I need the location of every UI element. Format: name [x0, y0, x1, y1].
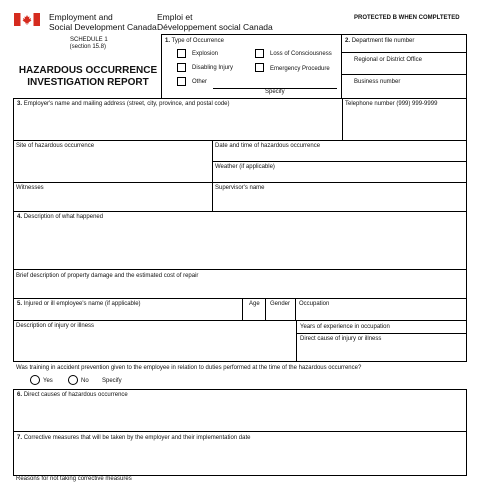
occupation-label: Occupation — [299, 301, 330, 307]
training-question: Was training in accident prevention given to the employee in relation to duties performed at the time of the hazardous occurrence? — [16, 365, 362, 371]
dept-name-en-line1: Employment and — [49, 12, 113, 22]
direct-causes-text: Direct causes of hazardous occurrence — [23, 392, 128, 398]
witnesses-label: Witnesses — [16, 185, 44, 191]
section-4-number: 4. — [17, 214, 23, 220]
dept-name-fr-line1: Emploi et — [157, 12, 193, 22]
site-label: Site of hazardous occurrence — [16, 143, 95, 149]
training-yes-radio[interactable] — [30, 375, 40, 385]
department-file-label — [345, 38, 414, 45]
schedule-line: SCHEDULE 1 — [70, 37, 108, 43]
section-7-number: 7. — [17, 435, 23, 441]
disabling-injury-checkbox[interactable] — [177, 63, 186, 72]
experience-label: Years of experience in occupation — [300, 324, 390, 330]
section-3-number: 3. — [17, 101, 23, 107]
other-checkbox[interactable] — [177, 77, 186, 86]
description-label — [17, 214, 103, 221]
dept-name-en-line2: Social Development Canada — [49, 22, 157, 32]
damage-label: Brief description of property damage and the estimated cost of repair — [16, 273, 199, 279]
disabling-injury-label: Disabling Injury — [192, 65, 234, 71]
occurrence-specify-label: Specify — [265, 89, 285, 95]
injured-name-text: Injured or ill employee's name (if applicable) — [23, 301, 141, 307]
description-text: Description of what happened — [23, 214, 104, 220]
corrective-measures-text: Corrective measures that will be taken by the employer and their implementation date — [23, 435, 251, 441]
form-title-line1: HAZARDOUS OCCURRENCE — [18, 65, 158, 76]
gender-label: Gender — [270, 301, 291, 307]
dept-name-fr-line2: Développement social Canada — [157, 22, 273, 32]
section-1-number: 1. — [165, 38, 171, 44]
reasons-label: Reasons for not taking corrective measures — [16, 476, 132, 482]
loss-of-consciousness-checkbox[interactable] — [255, 49, 264, 58]
emergency-procedure-label: Emergency Procedure — [270, 66, 330, 72]
telephone-label: Telephone number (999) 999-9999 — [345, 101, 438, 107]
corrective-measures-label — [17, 435, 250, 442]
weather-label: Weather (if applicable) — [215, 164, 275, 170]
section-2-number: 2. — [345, 38, 351, 44]
supervisor-label: Supervisor's name — [215, 185, 265, 191]
section-6-number: 6. — [17, 392, 23, 398]
loss-of-consciousness-label: Loss of Consciousness — [270, 51, 332, 57]
occurrence-type-text: Type of Occurrence — [171, 38, 224, 44]
protected-notice: PROTECTED B WHEN COMPLTETED — [354, 15, 460, 21]
department-file-text: Department file number — [351, 38, 415, 44]
training-no-label: No — [81, 378, 89, 384]
direct-cause-injury-label: Direct cause of injury or illness — [300, 336, 382, 342]
employer-text: Employer's name and mailing address (street, city, province, and postal code) — [23, 101, 230, 107]
injury-description-label: Description of injury or illness — [16, 323, 95, 329]
emergency-procedure-checkbox[interactable] — [255, 63, 264, 72]
department-divider-1 — [341, 52, 467, 53]
training-no-radio[interactable] — [68, 375, 78, 385]
section-5-number: 5. — [17, 301, 23, 307]
explosion-label: Explosion — [192, 51, 219, 57]
section-line: (section 15.8) — [69, 44, 107, 50]
employer-label — [17, 101, 230, 108]
form-title — [14, 65, 162, 89]
canada-flag-icon — [14, 13, 40, 26]
other-label: Other — [192, 79, 208, 85]
regional-office-label: Regional or District Office — [354, 57, 422, 63]
schedule-label — [68, 37, 108, 51]
injured-name-label — [17, 301, 141, 308]
department-divider-2 — [341, 74, 467, 75]
dept-name-en — [49, 12, 157, 32]
datetime-label: Date and time of hazardous occurrence — [215, 143, 321, 149]
explosion-checkbox[interactable] — [177, 49, 186, 58]
occurrence-type-label — [165, 38, 224, 45]
dept-name-fr — [157, 12, 273, 32]
business-number-label: Business number — [354, 79, 401, 85]
age-label: Age — [249, 301, 260, 307]
training-yes-label: Yes — [43, 378, 53, 384]
direct-causes-label — [17, 392, 128, 399]
training-specify-label: Specify — [102, 378, 122, 384]
form-title-line2: INVESTIGATION REPORT — [27, 77, 149, 88]
